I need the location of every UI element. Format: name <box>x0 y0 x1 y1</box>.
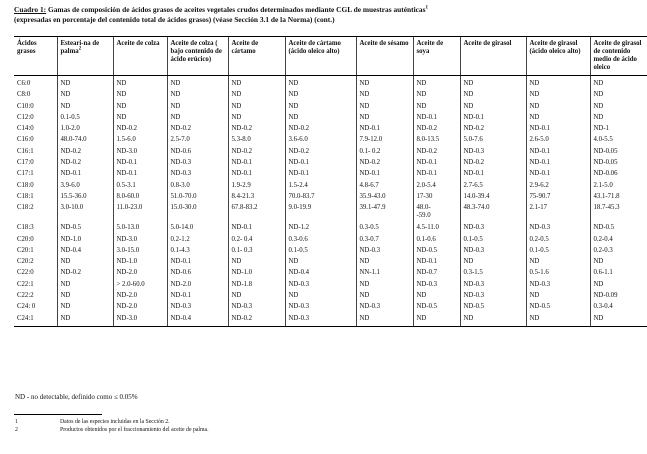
table-cell: ND <box>590 114 647 125</box>
table-cell: ND <box>356 315 413 327</box>
table-cell: 0.3-0.6 <box>285 236 356 247</box>
table-cell: 0.1-0.5 <box>285 247 356 258</box>
table-cell: 48.0- -59.0 <box>413 204 460 220</box>
table-cell: ND <box>167 91 228 102</box>
table-cell: > 2.0-60.0 <box>113 281 167 292</box>
table-cell: ND-0.2 <box>113 125 167 136</box>
table-cell: ND <box>167 80 228 91</box>
column-header: Ácidos grasos <box>14 37 57 76</box>
table-cell: 2.7-6.5 <box>460 182 526 193</box>
table-cell: ND-0.06 <box>590 170 647 181</box>
table-row <box>14 247 647 258</box>
table-cell: ND-0.3 <box>526 224 590 235</box>
table-cell: 75-90.7 <box>526 193 590 204</box>
row-label: C20:0 <box>17 235 34 243</box>
table-cell: 0.3-0.7 <box>356 236 413 247</box>
table-cell: ND <box>57 315 113 327</box>
table-cell: ND-0.1 <box>285 170 356 181</box>
table-cell: ND-0.3 <box>460 247 526 258</box>
table-cell: ND <box>228 80 285 91</box>
footnote <box>15 427 209 434</box>
table-cell: 0.2- 0.4 <box>228 236 285 247</box>
table-row <box>14 193 647 204</box>
row-label: C18:0 <box>17 181 34 189</box>
table-cell: ND-0.1 <box>356 170 413 181</box>
table-cell: ND-0.1 <box>113 170 167 181</box>
table-cell: 8.0-13.5 <box>413 136 460 147</box>
table-cell: ND-0.1 <box>460 114 526 125</box>
table-cell: ND-3.0 <box>113 236 167 247</box>
table-cell: 3.0-15.0 <box>113 247 167 258</box>
table-cell: 0.1-0.5 <box>526 247 590 258</box>
table-cell: 5.0-14.0 <box>167 224 228 235</box>
table-cell: 5.3-8.0 <box>228 136 285 147</box>
table-cell: ND-0.7 <box>413 269 460 280</box>
row-label: C8:0 <box>17 91 31 99</box>
table-row <box>14 170 647 181</box>
table-cell: ND <box>460 80 526 91</box>
table-cell: ND-2.0 <box>113 292 167 303</box>
table-cell: 4.5-11.0 <box>413 224 460 235</box>
table-cell: 48.0-74.0 <box>57 136 113 147</box>
table-cell: ND-0.1 <box>285 159 356 170</box>
table-cell: ND-0.1 <box>228 224 285 235</box>
table-cell: ND-0.2 <box>57 269 113 280</box>
caption-footnote-marker: 1 <box>425 5 428 11</box>
table-cell: ND-0.1 <box>228 170 285 181</box>
table-cell: ND <box>413 91 460 102</box>
table-cell: ND <box>526 292 590 303</box>
footnote <box>15 419 170 426</box>
table-cell: 8.0-60.0 <box>113 193 167 204</box>
table-cell: ND-0.4 <box>57 247 113 258</box>
table-cell: ND-0.6 <box>167 148 228 159</box>
table-cell: ND <box>460 258 526 269</box>
table-cell: 43.1-71.8 <box>590 193 647 204</box>
table-cell: ND-0.2 <box>57 159 113 170</box>
table-cell: ND <box>590 258 647 269</box>
table-cell: ND-0.09 <box>590 292 647 303</box>
table-row <box>14 91 647 102</box>
row-label: C22:2 <box>17 292 34 300</box>
table-cell: ND <box>356 281 413 292</box>
row-label: C10:0 <box>17 102 34 110</box>
table-cell: ND-0.3 <box>460 281 526 292</box>
table-cell: ND-0.1 <box>167 292 228 303</box>
table-cell: ND <box>460 91 526 102</box>
table-row <box>14 258 647 269</box>
table-cell: ND <box>526 315 590 327</box>
table-cell: ND-0.4 <box>285 269 356 280</box>
table-cell: ND-0.3 <box>167 170 228 181</box>
table-cell: ND-0.1 <box>526 148 590 159</box>
table-cell: 3.0-10.0 <box>57 204 113 220</box>
table-cell: ND-0.2 <box>228 125 285 136</box>
table-cell: ND <box>356 103 413 114</box>
table-cell: 2.1-5.0 <box>590 182 647 193</box>
table-cell: ND-0.3 <box>228 303 285 314</box>
table-cell: ND-0.3 <box>460 148 526 159</box>
table-cell: ND-0.2 <box>356 159 413 170</box>
table-row <box>14 292 647 303</box>
column-header: Aceite de cártamo <box>228 37 285 76</box>
table-row <box>14 204 647 220</box>
table-row <box>14 224 647 235</box>
table-cell: 14.0-39.4 <box>460 193 526 204</box>
table-cell: 2.5-7.0 <box>167 136 228 147</box>
table-cell: ND-0.2 <box>285 148 356 159</box>
table-cell: ND <box>590 315 647 327</box>
table-cell: ND <box>526 91 590 102</box>
table-cell: 0.1- 0.3 <box>228 247 285 258</box>
table-cell: 7.9-12.0 <box>356 136 413 147</box>
table-cell: ND-0.1 <box>413 170 460 181</box>
table-cell: ND <box>57 281 113 292</box>
table-cell: ND <box>57 292 113 303</box>
caption-subtitle: (expresadas en porcentaje del contenido total de ácidos grasos) (véase Sección 3.1 de la Norma) (cont.) <box>14 15 335 24</box>
table-cell: ND <box>57 80 113 91</box>
table-cell: ND <box>356 292 413 303</box>
header-row <box>14 37 647 76</box>
footnote-text: Datos de las especies incluidas en la Sección 2. <box>60 419 170 425</box>
table-cell: ND <box>460 103 526 114</box>
table-cell: ND-0.1 <box>113 159 167 170</box>
table-cell: 2.0-5.4 <box>413 182 460 193</box>
table-cell: ND <box>113 114 167 125</box>
column-header: Aceite de colza <box>113 37 167 76</box>
table-cell: ND <box>413 80 460 91</box>
table-cell: ND <box>526 114 590 125</box>
caption-label: Cuadro 1: <box>14 5 47 14</box>
table-row <box>14 159 647 170</box>
table-cell: ND-0.6 <box>167 269 228 280</box>
table-cell: ND-0.3 <box>460 292 526 303</box>
table-cell: 48.3-74.0 <box>460 204 526 220</box>
table-cell: ND <box>167 114 228 125</box>
row-label: C20:2 <box>17 258 34 266</box>
table-cell: 0.5-3.1 <box>113 182 167 193</box>
table-row <box>14 103 647 114</box>
table-cell: ND <box>590 91 647 102</box>
row-label: C6:0 <box>17 80 31 87</box>
table-cell: 0.2-0.5 <box>526 236 590 247</box>
table-cell: ND-0.2 <box>413 125 460 136</box>
column-header: Aceite de girasol (ácido oleico alto) <box>526 37 590 76</box>
table-row <box>14 125 647 136</box>
table-cell: 4.0-5.5 <box>590 136 647 147</box>
table-cell: ND <box>590 103 647 114</box>
column-header: Aceite de colza ( bajo contenido de ácido erúcico) <box>167 37 228 76</box>
table-cell: 3.6-6.0 <box>285 136 356 147</box>
table-cell: 11.0-23.0 <box>113 204 167 220</box>
row-label: C18:3 <box>17 224 34 232</box>
column-header: Aceite de girasol <box>460 37 526 76</box>
table-cell: 5.0-7.6 <box>460 136 526 147</box>
table-cell: ND-0.1 <box>413 114 460 125</box>
table-cell: ND <box>526 103 590 114</box>
table-cell: ND <box>285 80 356 91</box>
table-cell: 0.3-0.5 <box>356 224 413 235</box>
row-label: C20:1 <box>17 246 34 254</box>
table-cell: ND-0.05 <box>590 148 647 159</box>
table-cell: ND <box>167 103 228 114</box>
table-cell: ND <box>57 91 113 102</box>
table-row <box>14 114 647 125</box>
table-cell: ND <box>590 281 647 292</box>
table-cell: ND-1.0 <box>228 269 285 280</box>
table-cell: ND <box>285 292 356 303</box>
column-header: Esteari-na de palma$^2$ <box>57 37 113 76</box>
table-cell: ND-1.0 <box>113 258 167 269</box>
table-cell: ND <box>285 258 356 269</box>
table-cell: 2.1-17 <box>526 204 590 220</box>
table-cell: NN-1.1 <box>356 269 413 280</box>
table-cell: 3.9-6.0 <box>57 182 113 193</box>
table-cell: ND <box>228 292 285 303</box>
table-cell: 0.3-1.5 <box>460 269 526 280</box>
table-row <box>14 136 647 147</box>
table-cell: 5.0-13.0 <box>113 224 167 235</box>
table-cell: ND-0.3 <box>460 224 526 235</box>
table-cell: 4.8-6.7 <box>356 182 413 193</box>
table-cell: ND <box>590 80 647 91</box>
table-cell: ND <box>356 114 413 125</box>
column-header: Aceite de sésamo <box>356 37 413 76</box>
table-cell: ND <box>356 91 413 102</box>
row-label: C12:0 <box>17 113 34 121</box>
table-cell: 0.1-0.6 <box>413 236 460 247</box>
table-cell: 9.0-19.9 <box>285 204 356 220</box>
table-cell: 0.2-0.3 <box>590 247 647 258</box>
table-cell: 0.1- 0.2 <box>356 148 413 159</box>
table-cell: ND <box>113 80 167 91</box>
footnote-number: 1 <box>15 419 18 425</box>
table-cell: ND-0.5 <box>57 224 113 235</box>
table-cell: ND-0.5 <box>526 303 590 314</box>
table-cell: ND <box>526 80 590 91</box>
table-cell: ND-0.5 <box>460 303 526 314</box>
table-row <box>14 236 647 247</box>
table-cell: ND <box>113 103 167 114</box>
table-cell: ND <box>413 292 460 303</box>
table-cell: ND-2.0 <box>167 281 228 292</box>
table-cell: ND-0.3 <box>167 159 228 170</box>
table-cell: 39.1-47.9 <box>356 204 413 220</box>
table-cell: ND-0.2 <box>228 148 285 159</box>
table-body <box>14 76 647 327</box>
table-cell: ND-0.3 <box>413 281 460 292</box>
table-cell: ND <box>526 258 590 269</box>
table-cell: ND-0.1 <box>526 159 590 170</box>
row-label: C16:0 <box>17 136 34 144</box>
table-cell: ND-0.1 <box>526 125 590 136</box>
table-cell: 1.5-2.4 <box>285 182 356 193</box>
table-cell: ND-2.0 <box>113 303 167 314</box>
row-label: C16:1 <box>17 147 34 155</box>
table-cell: ND-0.1 <box>413 159 460 170</box>
table-cell: 35.9-43.0 <box>356 193 413 204</box>
table-cell: ND <box>285 114 356 125</box>
column-header: Aceite de soya <box>413 37 460 76</box>
table-cell: ND-0.05 <box>590 159 647 170</box>
table-cell: ND-0.1 <box>228 159 285 170</box>
table-cell: 0.6-1.1 <box>590 269 647 280</box>
table-row <box>14 182 647 193</box>
table-row <box>14 80 647 91</box>
table-cell: ND <box>57 303 113 314</box>
row-label: C18:2 <box>17 204 34 212</box>
footnote-divider <box>14 414 102 415</box>
table-cell: ND-0.2 <box>460 125 526 136</box>
table-cell: 1.9-2.9 <box>228 182 285 193</box>
table-cell: ND <box>228 103 285 114</box>
table-cell: ND-0.3 <box>285 315 356 327</box>
table-cell: ND <box>285 91 356 102</box>
row-label: C24: 0 <box>17 303 36 311</box>
column-header: Aceite de cártamo (ácido oleico alto) <box>285 37 356 76</box>
table-cell: ND-0.2 <box>167 125 228 136</box>
table-cell: ND-1.8 <box>228 281 285 292</box>
table-cell: ND <box>285 103 356 114</box>
table-cell: 0.5-1.6 <box>526 269 590 280</box>
table-cell: 17-30 <box>413 193 460 204</box>
table-cell: 0.1-0.5 <box>57 114 113 125</box>
table-cell: ND <box>460 315 526 327</box>
table-cell: ND-0.3 <box>285 281 356 292</box>
footnote-text: Productos obtenidos por el fraccionamiento del aceite de palma. <box>60 427 209 433</box>
table-cell: 2.9-6.2 <box>526 182 590 193</box>
table-cell: ND-1.2 <box>285 224 356 235</box>
table-cell: ND-0.4 <box>167 315 228 327</box>
table-cell: ND-0.5 <box>590 224 647 235</box>
table-cell: ND-3.0 <box>113 315 167 327</box>
table-cell: ND <box>113 91 167 102</box>
table-cell: 51.0-70.0 <box>167 193 228 204</box>
row-label: C22:0 <box>17 269 34 277</box>
table-cell: 0.3-0.4 <box>590 303 647 314</box>
table-cell: ND-0.1 <box>167 258 228 269</box>
table-cell: ND <box>413 103 460 114</box>
table-cell: 0.8-3.0 <box>167 182 228 193</box>
table-cell: ND-0.3 <box>356 247 413 258</box>
table-row <box>14 303 647 314</box>
table-cell: 67.8-83.2 <box>228 204 285 220</box>
table-cell: ND-0.1 <box>526 170 590 181</box>
table-cell: ND-0.3 <box>285 303 356 314</box>
table-cell: ND-0.3 <box>356 303 413 314</box>
table-cell: 0.2-1.2 <box>167 236 228 247</box>
table-cell: 2.6-5.0 <box>526 136 590 147</box>
table-cell: ND-0.1 <box>413 258 460 269</box>
table-cell: ND-1.0 <box>57 236 113 247</box>
table-header <box>14 37 647 76</box>
table-cell: ND <box>356 80 413 91</box>
row-label: C17:0 <box>17 159 34 167</box>
table-cell: ND-0.2 <box>228 315 285 327</box>
table-cell: ND-0.3 <box>167 303 228 314</box>
row-label: C18:1 <box>17 192 34 200</box>
table-cell: ND-0.1 <box>57 170 113 181</box>
table-cell: 8.4-21.3 <box>228 193 285 204</box>
table-cell: ND <box>57 103 113 114</box>
table-cell: ND-0.5 <box>413 247 460 258</box>
table-cell: ND-0.2 <box>413 148 460 159</box>
table-cell: 70.0-83.7 <box>285 193 356 204</box>
table-caption <box>14 5 614 25</box>
column-header: Aceite de girasol de contenido medio de ácido oleico <box>590 37 647 76</box>
table-row <box>14 315 647 327</box>
table-cell: 1.5-6.0 <box>113 136 167 147</box>
table-cell: ND <box>228 258 285 269</box>
table-cell: 18.7-45.3 <box>590 204 647 220</box>
table-cell: 1.0-2.0 <box>57 125 113 136</box>
table-cell: 0.2-0.4 <box>590 236 647 247</box>
row-label: C17:1 <box>17 170 34 178</box>
table-cell: ND-0.1 <box>460 170 526 181</box>
caption-title: Gamas de composición de ácidos grasos de aceites vegetales crudos determinados mediante CGL de muestras auténticas <box>47 5 426 14</box>
table-cell: ND <box>413 315 460 327</box>
table-row <box>14 269 647 280</box>
table-row <box>14 281 647 292</box>
table-cell: ND-0.1 <box>356 125 413 136</box>
table-row <box>14 148 647 159</box>
table-cell: ND-0.5 <box>413 303 460 314</box>
table-cell: ND <box>356 258 413 269</box>
table-cell: 15.0-30.0 <box>167 204 228 220</box>
table-cell: ND-1 <box>590 125 647 136</box>
table-cell: ND-0.2 <box>57 148 113 159</box>
table-cell: ND-0.2 <box>285 125 356 136</box>
table-cell: ND <box>57 258 113 269</box>
fatty-acid-table <box>14 36 647 327</box>
table-cell: 0.1-4.3 <box>167 247 228 258</box>
legend-note: ND - no detectable, definido como ≤ 0.05% <box>15 393 138 401</box>
table-cell: ND-3.0 <box>113 148 167 159</box>
table-cell: 0.1-0.5 <box>460 236 526 247</box>
table-cell: ND <box>228 91 285 102</box>
row-label: C24:1 <box>14 315 57 327</box>
footnote-number: 2 <box>15 427 18 433</box>
table-cell: ND <box>228 114 285 125</box>
table-cell: ND-2.0 <box>113 269 167 280</box>
row-label: C22:1 <box>17 280 34 288</box>
row-label: C14:0 <box>17 125 34 133</box>
table-cell: ND-0.3 <box>526 281 590 292</box>
table-cell: 15.5-36.0 <box>57 193 113 204</box>
table-cell: ND-0.2 <box>460 159 526 170</box>
